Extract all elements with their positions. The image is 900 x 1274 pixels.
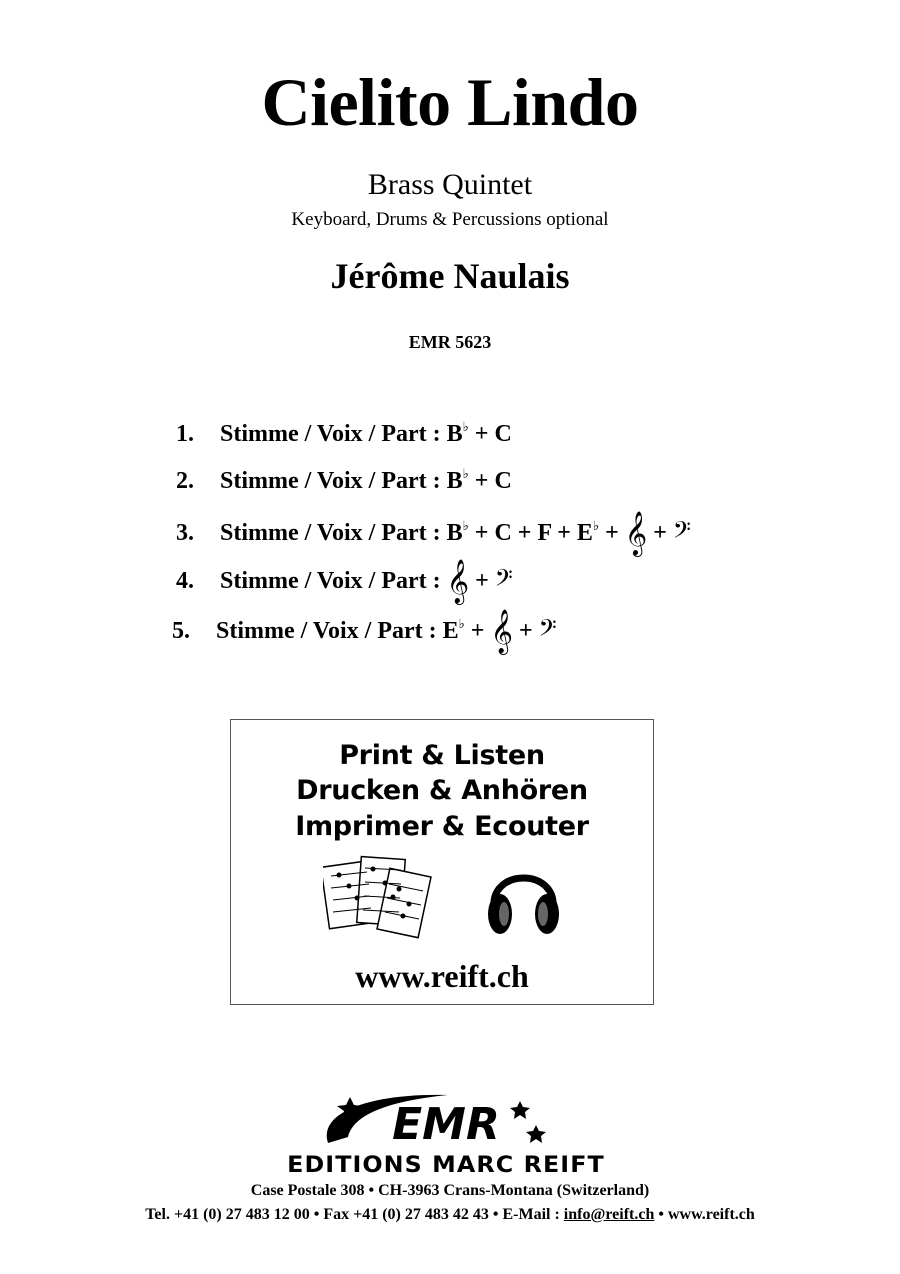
part-number: 3. (176, 520, 194, 546)
sheet-music-icon (323, 854, 435, 944)
promo-line-german: Drucken & Anhören (296, 775, 588, 806)
treble-clef-icon: 𝄞 (446, 559, 470, 603)
part-number: 1. (176, 421, 194, 447)
part-number: 4. (176, 568, 194, 594)
headphones-icon (486, 852, 561, 942)
promo-line-english: Print & Listen (339, 740, 545, 771)
emr-logo-icon (258, 1085, 634, 1155)
contact-website[interactable]: • www.reift.ch (654, 1206, 755, 1223)
part-row (176, 511, 691, 555)
treble-clef-icon: 𝄞 (490, 609, 513, 653)
part-label: Stimme / Voix / Part : (220, 568, 441, 594)
contact-email-link[interactable]: info@reift.ch (563, 1206, 655, 1223)
part-label: Stimme / Voix / Part : (220, 468, 441, 494)
bass-clef-icon: 𝄢 (672, 516, 691, 549)
part-row (176, 420, 512, 446)
publisher-name: EDITIONS MARC REIFT (287, 1153, 605, 1178)
part-keys: E♭ + 𝄞 + 𝄢 (442, 609, 557, 653)
publisher-address: Case Postale 308 • CH-3963 Crans-Montana (Switzerland) (250, 1182, 650, 1199)
contact-phone-fax: Tel. +41 (0) 27 483 12 00 • Fax +41 (0) 27 483 42 43 • E-Mail : (145, 1206, 564, 1223)
part-keys: 𝄞 + 𝄢 (446, 559, 513, 603)
svg-text:EMR: EMR (392, 1099, 500, 1150)
part-keys: B♭ + C + F + E♭ + 𝄞 + 𝄢 (446, 511, 691, 555)
part-row (176, 467, 512, 493)
part-row (176, 559, 513, 603)
treble-clef-icon: 𝄞 (624, 511, 648, 555)
part-label: Stimme / Voix / Part : (216, 618, 437, 644)
part-keys: B♭ + C (446, 466, 512, 494)
print-listen-box (230, 719, 654, 1005)
catalog-number: EMR 5623 (408, 332, 492, 352)
publisher-contact (0, 1207, 900, 1223)
bass-clef-icon: 𝄢 (538, 614, 557, 647)
bass-clef-icon: 𝄢 (494, 564, 513, 597)
promo-line-french: Imprimer & Ecouter (295, 811, 589, 842)
optional-instruments-note: Keyboard, Drums & Percussions optional (291, 209, 609, 230)
part-number: 5. (172, 618, 190, 644)
promo-website[interactable]: www.reift.ch (355, 958, 529, 994)
part-number: 2. (176, 468, 194, 494)
composer-name: Jérôme Naulais (330, 256, 570, 296)
publisher-logo (258, 1085, 634, 1180)
part-keys: B♭ + C (446, 419, 512, 447)
score-title: Cielito Lindo (261, 64, 639, 140)
part-label: Stimme / Voix / Part : (220, 520, 441, 546)
part-label: Stimme / Voix / Part : (220, 421, 441, 447)
part-row (172, 609, 557, 653)
ensemble-label: Brass Quintet (367, 168, 533, 201)
